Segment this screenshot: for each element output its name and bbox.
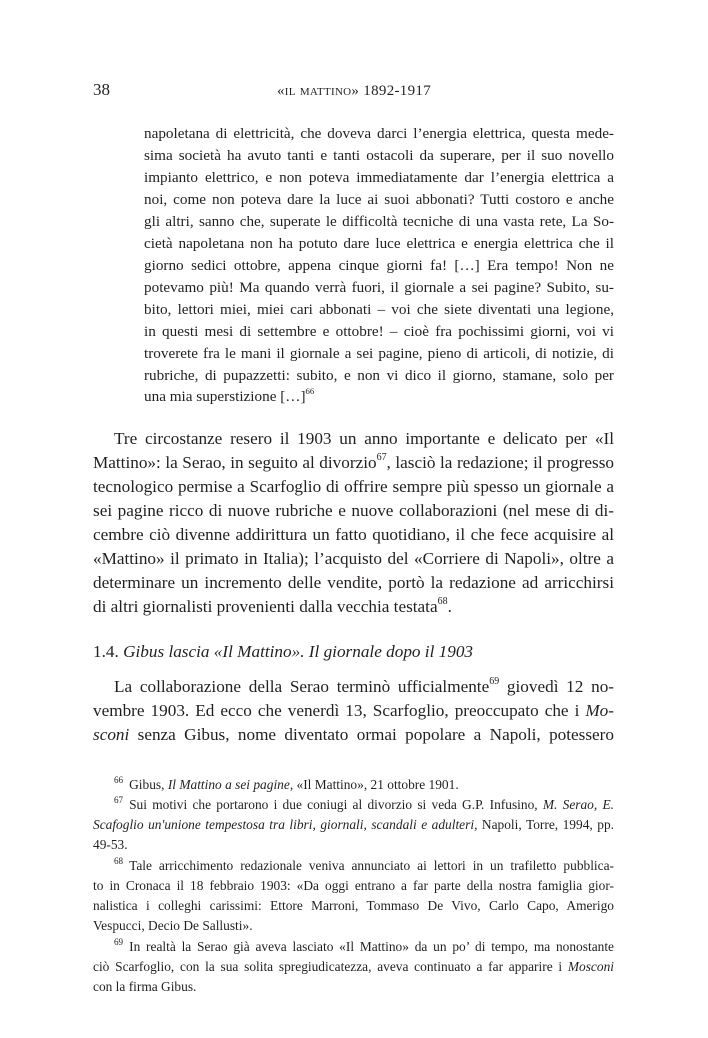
paragraph-text: , lasciò la redazione; il progresso — [386, 453, 614, 472]
quote-line: rubriche, di pupazzetti: subito, e non vi dico il giorno, stamane, solo per — [144, 367, 614, 384]
quote-line: napoletana di elettricità, che doveva darci l’energia elettrica, questa mede- — [144, 125, 614, 142]
footnote-67 — [114, 795, 614, 815]
paragraph-text: giovedì 12 no- — [499, 677, 615, 696]
footnote-text: , Napoli, Torre, 1994, pp. — [474, 817, 614, 832]
footnote-66 — [114, 775, 614, 795]
paragraph-text: di altri giornalisti provenienti dalla vecchia testata — [93, 597, 438, 616]
quote-line: bito, lettori miei, miei cari abbonati – voi che siete diventati una legione, — [144, 301, 614, 318]
paragraph-text: senza Gibus, nome diventato ormai popolare a Napoli, potessero — [129, 725, 614, 744]
footnote-line: to in Cronaca il 18 febbraio 1903: «Da oggi entrano a far parte della nostra famiglia gior- — [93, 878, 614, 893]
footnote-text: Tale arricchimento redazionale veniva annunciato ai lettori in un trafiletto pubblica- — [129, 858, 614, 873]
italic-text: M. Serao, E. — [542, 797, 614, 812]
footnote-line: Vespucci, Decio De Sallusti». — [93, 918, 253, 933]
page-number: 38 — [93, 80, 110, 99]
quote-line: gli altri, sanno che, superate le difficoltà tecniche di una vasta rete, La So- — [144, 213, 614, 230]
footnote-ref[interactable]: 66 — [305, 386, 315, 397]
section-number: 1.4. — [93, 642, 119, 661]
running-head-title: «il mattino» — [277, 83, 360, 99]
footnote-ref[interactable]: 69 — [489, 676, 500, 688]
footnote-ref[interactable]: 67 — [376, 452, 387, 464]
paragraph-line: Tre circostanze resero il 1903 un anno importante e delicato per «Il — [114, 429, 614, 448]
footnote-69 — [114, 937, 614, 957]
paragraph-line: cembre ciò divenne addirittura un fatto quotidiano, il che fece acquisire al — [93, 525, 614, 544]
footnote-68 — [114, 856, 614, 876]
footnote-text: , «Il Mattino», 21 ottobre 1901. — [289, 777, 459, 792]
section-title: Gibus lascia «Il Mattino». Il giornale dopo il 1903 — [123, 642, 474, 661]
paragraph-line: sei pagine ricco di nuove rubriche e nuove collaborazioni (nel mese di di- — [93, 501, 614, 520]
footnote-number: 66 — [114, 774, 124, 785]
section-heading — [93, 640, 473, 664]
footnote-text: Sui motivi che portarono i due coniugi al divorzio si veda G.P. Infusino, — [129, 797, 543, 812]
paragraph-line: determinare un incremento delle vendite, portò la redazione ad arricchirsi — [93, 573, 614, 592]
footnote-text: Gibus, — [129, 777, 168, 792]
paragraph-line — [93, 595, 614, 619]
quote-line: in questi mesi di settembre e ottobre! – cioè fra pochissimi giorni, voi vi — [144, 323, 614, 340]
italic-text: Scafoglio un'unione tempestosa tra libri, giornali, scandali e adulteri — [93, 817, 475, 832]
paragraph-line — [93, 723, 614, 747]
paragraph-text: Mattino»: la Serao, in seguito al divorzio — [93, 453, 377, 472]
quote-line: sima società ha avuto tanti e tanti ostacoli da superare, per il suo novello — [144, 147, 614, 164]
quote-line: troverete fra le mani il giornale a sei pagine, pieno di articoli, di notizie, di — [144, 345, 614, 362]
italic-text: Il Mattino a sei pagine — [167, 777, 290, 792]
quote-text: una mia superstizione […] — [144, 388, 306, 405]
quote-line — [144, 386, 614, 407]
italic-text: Mosconi — [567, 959, 614, 974]
quote-line: cietà napoletana non ha potuto dare luce elettrica e energia elettrica che il — [144, 235, 614, 252]
paragraph-line — [114, 675, 614, 699]
paragraph-text: . — [447, 597, 452, 616]
footnote-line: nalistica i colleghi carissimi: Ettore Marroni, Tommaso De Vivo, Carlo Capo, Amerigo — [93, 898, 614, 913]
paragraph-text: La collaborazione della Serao terminò ufficialmente — [114, 677, 490, 696]
footnote-number: 67 — [114, 794, 124, 805]
paragraph-text: vembre 1903. Ed ecco che venerdì 13, Scarfoglio, preoccupato che i — [93, 701, 586, 720]
footnote-line: con la firma Gibus. — [93, 979, 197, 994]
footnote-line: 49-53. — [93, 837, 128, 852]
footnote-line — [93, 815, 614, 835]
footnote-number: 69 — [114, 936, 124, 947]
paragraph-line: «Mattino» il primato in Italia); l’acquisto del «Corriere di Napoli», oltre a — [93, 549, 614, 568]
paragraph-line — [93, 451, 614, 475]
quote-line: noi, come non poteva dare la luce ai suoi abbonati? Tutti costoro e anche — [144, 191, 614, 208]
italic-text: sconi — [93, 725, 130, 744]
quote-line: giorno sedici ottobre, appena cinque giorni fa! […] Era tempo! Non ne — [144, 257, 614, 274]
footnote-ref[interactable]: 68 — [437, 596, 448, 608]
running-head — [0, 81, 708, 101]
quote-line: impianto elettrico, e non poteva immediatamente dar l’energia elettrica a — [144, 169, 614, 186]
footnote-text: In realtà la Serao già aveva lasciato «Il Mattino» da un po’ di tempo, ma nonostante — [129, 939, 614, 954]
quote-line: potevamo più! Ma quando verrà fuori, il giornale a sei pagine? Subito, su- — [144, 279, 614, 296]
paragraph-line: tecnologico permise a Scarfoglio di offrire sempre più spesso un giornale a — [93, 477, 614, 496]
running-head-years: 1892-1917 — [363, 83, 431, 99]
footnote-line — [93, 957, 614, 977]
italic-text: Mo- — [585, 701, 614, 720]
paragraph-line — [93, 699, 614, 723]
footnote-text: ciò Scarfoglio, con la sua solita spregiudicatezza, aveva continuato a far apparire i — [93, 959, 568, 974]
footnote-number: 68 — [114, 855, 124, 866]
